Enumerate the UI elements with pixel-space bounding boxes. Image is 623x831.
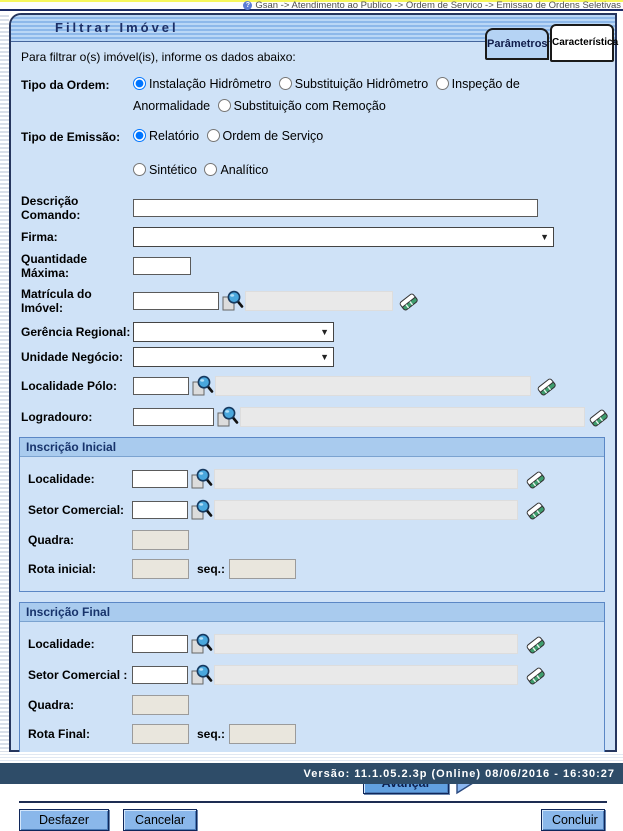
matricula-imovel-input[interactable] (133, 292, 219, 310)
radio-inspecao-anormalidade-input[interactable] (436, 77, 449, 90)
logradouro-input[interactable] (133, 408, 214, 426)
left-decor-stripe (0, 13, 9, 752)
radio-relatorio[interactable]: Relatório (133, 129, 199, 143)
version-text: Versão: 11.1.05.2.3p (Online) 08/06/2016 - 16:30:27 (303, 767, 615, 780)
tab-parametros[interactable]: Parâmetros (485, 28, 549, 60)
emission-type-radio-group (133, 126, 551, 148)
radio-instalacao-hidrometro[interactable]: Instalação Hidrômetro (133, 77, 271, 91)
localidade-label: Localidade: (28, 471, 95, 486)
tab-caracteristica[interactable]: Característica (550, 24, 614, 62)
search-icon[interactable] (216, 406, 238, 428)
firma-label: Firma: (21, 229, 58, 244)
descricao-comando-label: Descrição Comando: (21, 193, 81, 222)
gerencia-regional-select[interactable] (133, 322, 334, 342)
eraser-icon[interactable] (526, 665, 546, 685)
rota-final-label: Rota Final: (28, 726, 90, 741)
localidade-final-input[interactable] (132, 635, 188, 653)
search-icon[interactable] (190, 664, 212, 686)
quadra-label: Quadra: (28, 532, 75, 547)
localidade-final-display (214, 634, 518, 654)
radio-sintetico-input[interactable] (133, 163, 146, 176)
search-icon[interactable] (190, 633, 212, 655)
page-title: Filtrar Imóvel (55, 20, 179, 35)
rota-final-input (132, 724, 189, 744)
radio-substituicao-hidrometro[interactable]: Substituição Hidrômetro (279, 77, 428, 91)
eraser-icon[interactable] (399, 291, 419, 311)
dropdown-arrow-icon: ▼ (320, 326, 329, 337)
concluir-button[interactable]: Concluir (541, 809, 605, 831)
order-type-label: Tipo da Ordem: (21, 78, 110, 92)
quadra-final-input (132, 695, 189, 715)
setor-comercial-inicial-display (214, 500, 518, 520)
pre-footer-strip (0, 752, 623, 763)
help-icon[interactable]: ? (243, 1, 252, 10)
radio-instalacao-hidrometro-input[interactable] (133, 77, 146, 90)
localidade-polo-label: Localidade Pólo: (21, 378, 118, 393)
inscricao-final-header: Inscrição Final (20, 603, 604, 622)
radio-substituicao-remocao-input[interactable] (218, 99, 231, 112)
eraser-icon[interactable] (526, 469, 546, 489)
setor-comercial-inicial-input[interactable] (132, 501, 188, 519)
seq-label: seq.: (197, 726, 226, 741)
quantidade-maxima-input[interactable] (133, 257, 191, 275)
eraser-icon[interactable] (526, 634, 546, 654)
unidade-negocio-label: Unidade Negócio: (21, 349, 124, 364)
logradouro-display (240, 407, 585, 427)
desfazer-button[interactable]: Desfazer (19, 809, 109, 831)
breadcrumb-bar (0, 0, 623, 11)
firma-select[interactable] (133, 227, 554, 247)
intro-text: Para filtrar o(s) imóvel(is), informe os dados abaixo: (21, 50, 296, 64)
setor-comercial-final-display (214, 665, 518, 685)
dropdown-arrow-icon: ▼ (320, 351, 329, 362)
unidade-negocio-select[interactable] (133, 347, 334, 367)
radio-substituicao-hidrometro-input[interactable] (279, 77, 292, 90)
radio-sintetico[interactable]: Sintético (133, 163, 197, 177)
radio-ordem-servico[interactable]: Ordem de Serviço (207, 129, 324, 143)
radio-ordem-servico-input[interactable] (207, 129, 220, 142)
rota-inicial-label: Rota inicial: (28, 561, 97, 576)
rota-inicial-seq-input (229, 559, 296, 579)
inscricao-final-section (19, 602, 605, 757)
breadcrumb-text[interactable]: Gsan -> Atendimento ao Publico -> Ordem de Servico -> Emissao de Ordens Seletivas (255, 0, 621, 11)
quadra-label: Quadra: (28, 697, 75, 712)
descricao-comando-input[interactable] (133, 199, 538, 217)
gerencia-regional-label: Gerência Regional: (21, 324, 131, 339)
localidade-polo-display (215, 376, 531, 396)
radio-relatorio-input[interactable] (133, 129, 146, 142)
radio-analitico-input[interactable] (204, 163, 217, 176)
title-bar (11, 15, 619, 50)
eraser-icon[interactable] (589, 407, 609, 427)
search-icon[interactable] (190, 499, 212, 521)
search-icon[interactable] (190, 468, 212, 490)
search-icon[interactable] (191, 375, 213, 397)
inscricao-inicial-header: Inscrição Inicial (20, 438, 604, 457)
radio-inspecao-anormalidade[interactable]: Inspeção de Anormalidade (133, 77, 520, 113)
dropdown-arrow-icon: ▼ (540, 231, 549, 242)
quadra-inicial-input (132, 530, 189, 550)
localidade-label: Localidade: (28, 636, 95, 651)
report-format-radio-group (133, 160, 551, 182)
matricula-imovel-display (245, 291, 393, 311)
localidade-polo-input[interactable] (133, 377, 189, 395)
matricula-imovel-label: Matrícula do Imóvel: (21, 286, 92, 315)
quantidade-maxima-label: Quantidade Máxima: (21, 251, 88, 280)
logradouro-label: Logradouro: (21, 409, 93, 424)
radio-substituicao-remocao[interactable]: Substituição com Remoção (218, 99, 386, 113)
setor-comercial-label: Setor Comercial : (28, 667, 128, 682)
emission-type-label: Tipo de Emissão: (21, 129, 121, 144)
setor-comercial-final-input[interactable] (132, 666, 188, 684)
rota-final-seq-input (229, 724, 296, 744)
eraser-icon[interactable] (537, 376, 557, 396)
setor-comercial-label: Setor Comercial: (28, 502, 125, 517)
cancelar-button[interactable]: Cancelar (123, 809, 197, 831)
divider (19, 801, 607, 803)
localidade-inicial-display (214, 469, 518, 489)
breadcrumb[interactable] (243, 0, 621, 11)
footer-bar (0, 763, 623, 784)
localidade-inicial-input[interactable] (132, 470, 188, 488)
order-type-radio-group (133, 74, 551, 118)
rota-inicial-input (132, 559, 189, 579)
radio-analitico[interactable]: Analítico (204, 163, 268, 177)
eraser-icon[interactable] (526, 500, 546, 520)
search-icon[interactable] (221, 290, 243, 312)
seq-label: seq.: (197, 561, 226, 576)
inscricao-inicial-section (19, 437, 605, 592)
